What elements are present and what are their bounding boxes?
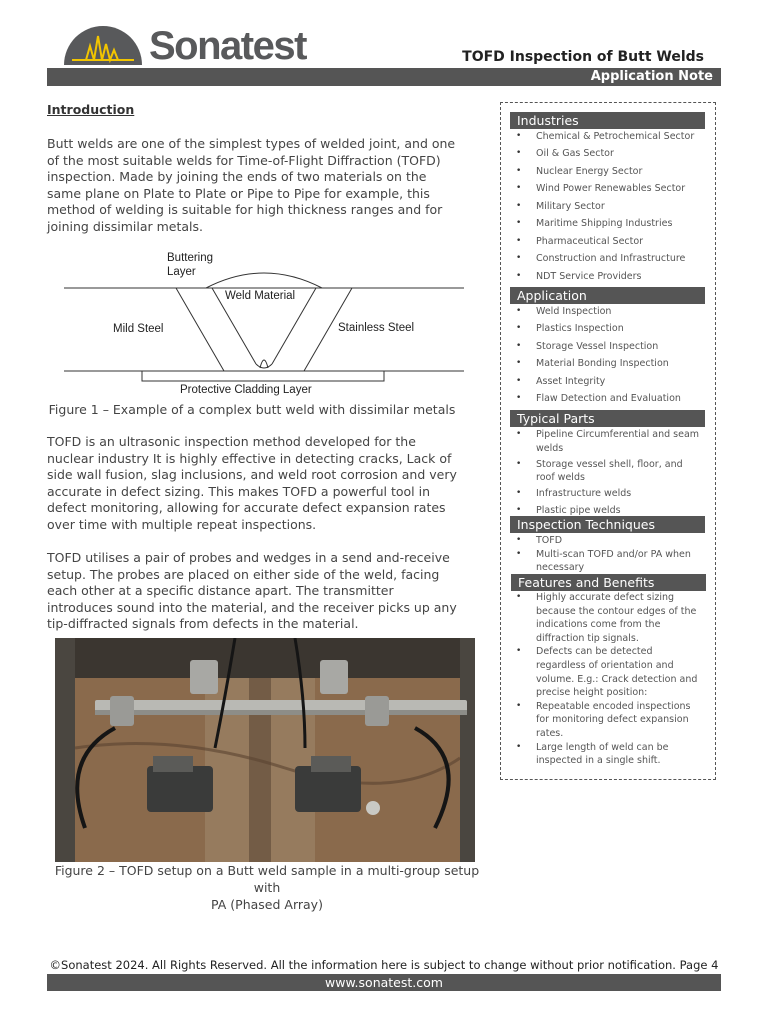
sidebar-heading-inspection-techniques: Inspection Techniques [510, 516, 705, 533]
paragraph-intro: Butt welds are one of the simplest types of welded joint, and one of the most suitable welds for Time-of-Flight Diffraction (TOFD) inspection. Made by joining the ends of two materials on the same plane on Plate to Plate or Pipe to Pipe for example, this method of welding is suitable for high thickness ranges and for joining dissimilar metals. [47, 136, 456, 234]
list-item: • NDT Service Providers [514, 270, 702, 284]
label-mild-steel: Mild Steel [113, 323, 164, 335]
list-item: • Repeatable encoded inspections for monitoring defect expansion rates. [514, 700, 702, 741]
sidebar-heading-industries: Industries [510, 112, 705, 129]
list-item: • TOFD [514, 534, 702, 548]
list-item: • Plastic pipe welds [514, 504, 702, 518]
label-buttering-layer-2: Layer [167, 266, 196, 278]
list-item: • Material Bonding Inspection [514, 357, 702, 371]
figure2-caption [47, 862, 487, 913]
list-item: • Storage vessel shell, floor, and roof welds [514, 458, 702, 485]
list-item: • Maritime Shipping Industries [514, 217, 702, 231]
list-item: • Storage Vessel Inspection [514, 340, 702, 354]
document-type: Application Note [590, 69, 713, 84]
label-buttering-layer: Buttering [167, 252, 214, 264]
footer-url-link[interactable]: www.sonatest.com [47, 974, 721, 991]
list-item: • Construction and Infrastructure [514, 252, 702, 266]
list-item: • Defects can be detected regardless of orientation and volume. E.g.: Crack detection and precise height position: [514, 645, 702, 699]
list-item: • Asset Integrity [514, 375, 702, 389]
figure-tofd-setup-photo [55, 638, 475, 862]
list-item: • Pharmaceutical Sector [514, 235, 702, 249]
figure-butt-weld-diagram [64, 240, 464, 400]
typical-parts-list [514, 428, 702, 518]
sidebar-heading-features-benefits: Features and Benefits [511, 574, 706, 591]
list-item: • Plastics Inspection [514, 322, 702, 336]
label-stainless-steel: Stainless Steel [338, 322, 415, 334]
footer-copyright: ©Sonatest 2024. All Rights Reserved. All the information here is subject to change without prior notification. Page 4 [49, 958, 719, 972]
list-item: • Large length of weld can be inspected in a single shift. [514, 741, 702, 768]
label-weld-material: Weld Material [225, 290, 296, 302]
list-item: • Infrastructure welds [514, 487, 702, 501]
figure1-caption: Figure 1 – Example of a complex butt weld with dissimilar metals [48, 402, 456, 417]
sidebar-heading-application: Application [510, 287, 705, 304]
inspection-techniques-list [514, 534, 702, 575]
sidebar-heading-typical-parts: Typical Parts [510, 410, 705, 427]
label-cladding-layer: Protective Cladding Layer [180, 384, 312, 396]
list-item: • Chemical & Petrochemical Sector [514, 130, 702, 144]
figure2-caption-line2: PA (Phased Array) [211, 897, 323, 912]
section-heading-introduction: Introduction [47, 102, 135, 117]
document-title: TOFD Inspection of Butt Welds [462, 49, 704, 65]
list-item: • Highly accurate defect sizing because the contour edges of the indications come from the diffraction tip signals. [514, 591, 702, 645]
list-item: • Weld Inspection [514, 305, 702, 319]
list-item: • Oil & Gas Sector [514, 147, 702, 161]
logo-wordmark: Sonatest [149, 24, 306, 68]
paragraph-tofd-overview: TOFD is an ultrasonic inspection method developed for the nuclear industry It is highly effective in detecting cracks, Lack of side wall fusion, slag inclusions, and weld root corrosion and very accurate in defect sizing. This makes TOFD a powerful tool in defect monitoring, allowing for accurate defect expansion rates over time with multiple repeat inspections. [47, 434, 457, 532]
list-item: • Pipeline Circumferential and seam welds [514, 428, 702, 455]
list-item: • Nuclear Energy Sector [514, 165, 702, 179]
header-bar [47, 68, 721, 86]
industries-list [514, 130, 702, 283]
paragraph-tofd-setup: TOFD utilises a pair of probes and wedges in a send and-receive setup. The probes are placed on either side of the weld, facing each other at a specific distance apart. The transmitter introduces sound into the material, and the receiver picks up any tip-diffracted signals from defects in the material. [47, 550, 457, 632]
features-benefits-list [514, 591, 702, 768]
list-item: • Flaw Detection and Evaluation [514, 392, 702, 406]
figure2-caption-line1: Figure 2 – TOFD setup on a Butt weld sample in a multi-group setup with [54, 863, 480, 895]
list-item: • Military Sector [514, 200, 702, 214]
application-list [514, 305, 702, 406]
list-item: • Multi-scan TOFD and/or PA when necessary [514, 548, 702, 575]
list-item: • Wind Power Renewables Sector [514, 182, 702, 196]
